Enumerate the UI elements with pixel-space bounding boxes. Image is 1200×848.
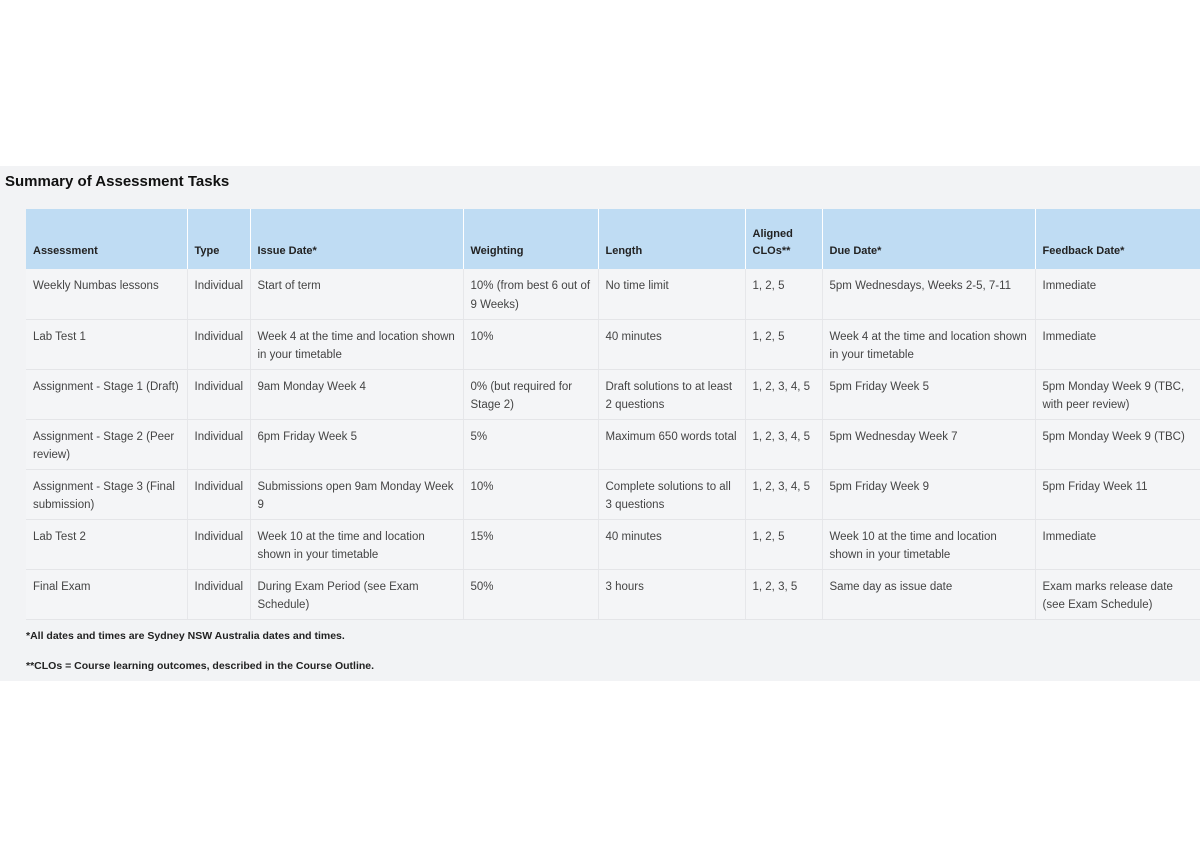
cell-assessment: Assignment - Stage 1 (Draft) [26, 369, 187, 419]
cell-due-date: 5pm Wednesday Week 7 [822, 419, 1035, 469]
cell-aligned-clos: 1, 2, 3, 4, 5 [745, 369, 822, 419]
cell-length: 40 minutes [598, 319, 745, 369]
cell-issue-date: 9am Monday Week 4 [250, 369, 463, 419]
cell-type: Individual [187, 569, 250, 619]
cell-aligned-clos: 1, 2, 5 [745, 319, 822, 369]
table-row [26, 569, 1200, 619]
column-header-type: Type [187, 209, 250, 269]
footnote-dates: *All dates and times are Sydney NSW Australia dates and times. [26, 630, 345, 642]
cell-assessment: Weekly Numbas lessons [26, 269, 187, 319]
table-row [26, 469, 1200, 519]
column-header-assessment: Assessment [26, 209, 187, 269]
cell-issue-date: 6pm Friday Week 5 [250, 419, 463, 469]
cell-weighting: 10% [463, 469, 598, 519]
header-row [26, 209, 1200, 269]
cell-type: Individual [187, 469, 250, 519]
cell-issue-date: Start of term [250, 269, 463, 319]
footnote-clos: **CLOs = Course learning outcomes, described in the Course Outline. [26, 660, 375, 672]
table-body [26, 269, 1200, 619]
cell-assessment: Assignment - Stage 2 (Peer review) [26, 419, 187, 469]
cell-feedback-date: 5pm Monday Week 9 (TBC) [1035, 419, 1200, 469]
cell-due-date: Same day as issue date [822, 569, 1035, 619]
column-header-due-date: Due Date* [822, 209, 1035, 269]
table-row [26, 519, 1200, 569]
cell-aligned-clos: 1, 2, 3, 5 [745, 569, 822, 619]
table-header [26, 209, 1200, 269]
cell-type: Individual [187, 419, 250, 469]
column-header-weighting: Weighting [463, 209, 598, 269]
column-header-aligned-clos: Aligned CLOs** [745, 209, 822, 269]
column-header-issue-date: Issue Date* [250, 209, 463, 269]
cell-feedback-date: 5pm Friday Week 11 [1035, 469, 1200, 519]
table-row [26, 269, 1200, 319]
cell-type: Individual [187, 519, 250, 569]
cell-feedback-date: Immediate [1035, 319, 1200, 369]
cell-issue-date: Submissions open 9am Monday Week 9 [250, 469, 463, 519]
column-header-feedback-date: Feedback Date* [1035, 209, 1200, 269]
cell-type: Individual [187, 369, 250, 419]
cell-weighting: 15% [463, 519, 598, 569]
column-header-length: Length [598, 209, 745, 269]
cell-issue-date: Week 4 at the time and location shown in your timetable [250, 319, 463, 369]
cell-length: Maximum 650 words total [598, 419, 745, 469]
cell-assessment: Final Exam [26, 569, 187, 619]
cell-weighting: 50% [463, 569, 598, 619]
cell-issue-date: During Exam Period (see Exam Schedule) [250, 569, 463, 619]
cell-issue-date: Week 10 at the time and location shown in your timetable [250, 519, 463, 569]
cell-aligned-clos: 1, 2, 3, 4, 5 [745, 419, 822, 469]
cell-due-date: Week 4 at the time and location shown in your timetable [822, 319, 1035, 369]
cell-weighting: 10% (from best 6 out of 9 Weeks) [463, 269, 598, 319]
cell-aligned-clos: 1, 2, 3, 4, 5 [745, 469, 822, 519]
cell-feedback-date: Immediate [1035, 519, 1200, 569]
cell-type: Individual [187, 319, 250, 369]
cell-due-date: 5pm Wednesdays, Weeks 2-5, 7-11 [822, 269, 1035, 319]
cell-aligned-clos: 1, 2, 5 [745, 269, 822, 319]
cell-type: Individual [187, 269, 250, 319]
cell-weighting: 0% (but required for Stage 2) [463, 369, 598, 419]
cell-feedback-date: Immediate [1035, 269, 1200, 319]
table-row [26, 369, 1200, 419]
cell-length: Draft solutions to at least 2 questions [598, 369, 745, 419]
assessment-table [26, 209, 1200, 620]
cell-assessment: Lab Test 2 [26, 519, 187, 569]
assessment-summary-panel [0, 166, 1200, 681]
cell-aligned-clos: 1, 2, 5 [745, 519, 822, 569]
section-title: Summary of Assessment Tasks [5, 173, 230, 190]
cell-assessment: Lab Test 1 [26, 319, 187, 369]
cell-weighting: 5% [463, 419, 598, 469]
cell-weighting: 10% [463, 319, 598, 369]
cell-due-date: 5pm Friday Week 9 [822, 469, 1035, 519]
table-row [26, 419, 1200, 469]
cell-length: 3 hours [598, 569, 745, 619]
cell-due-date: 5pm Friday Week 5 [822, 369, 1035, 419]
cell-due-date: Week 10 at the time and location shown in your timetable [822, 519, 1035, 569]
cell-feedback-date: Exam marks release date (see Exam Schedule) [1035, 569, 1200, 619]
cell-feedback-date: 5pm Monday Week 9 (TBC, with peer review) [1035, 369, 1200, 419]
cell-assessment: Assignment - Stage 3 (Final submission) [26, 469, 187, 519]
cell-length: No time limit [598, 269, 745, 319]
cell-length: 40 minutes [598, 519, 745, 569]
cell-length: Complete solutions to all 3 questions [598, 469, 745, 519]
table-row [26, 319, 1200, 369]
